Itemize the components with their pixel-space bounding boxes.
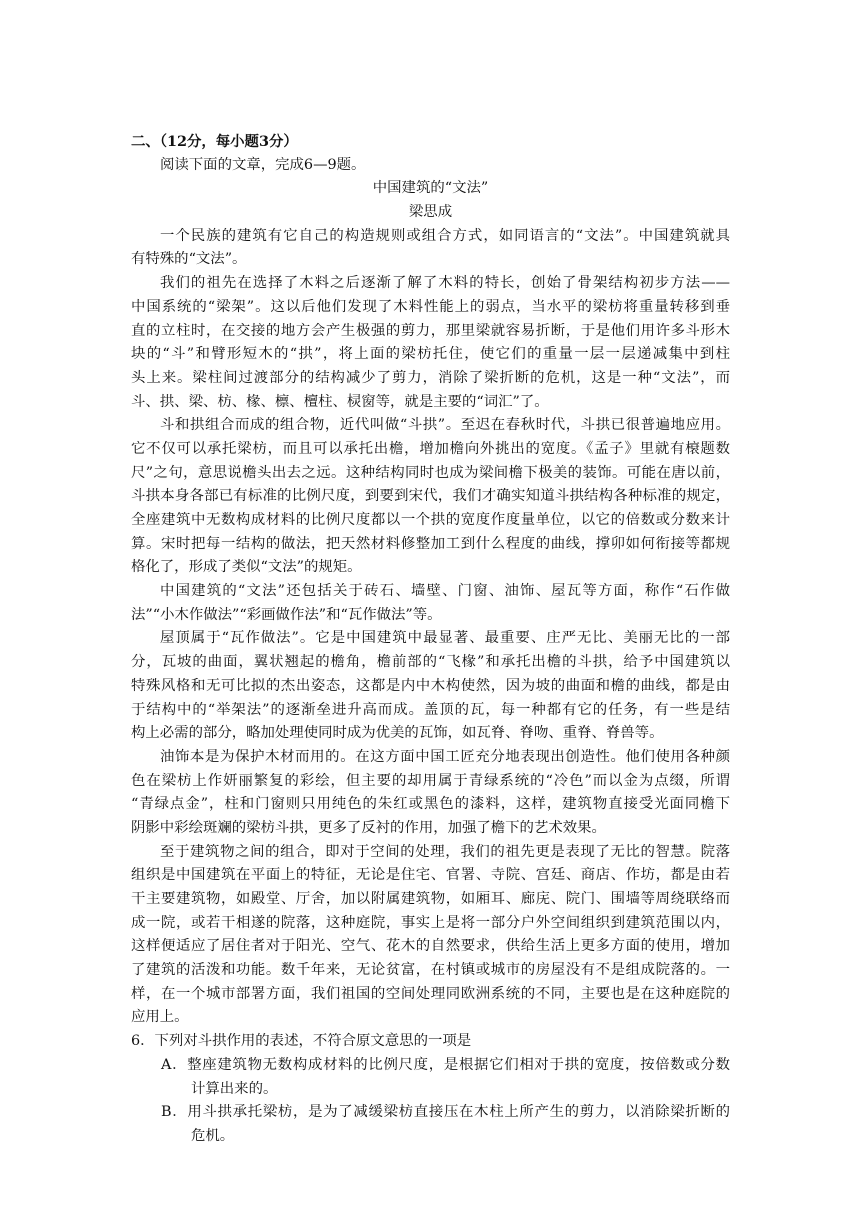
article-line: 直的立柱时，在交接的地方会产生极强的剪力，那里梁就容易折断，于是他们用许多斗形木 bbox=[131, 322, 730, 339]
article-title: 中国建筑的“文法” bbox=[372, 180, 489, 197]
article-line: 它不仅可以承托梁枋，而且可以承托出檐，增加檐向外挑出的宽度。《孟子》里就有榱题数 bbox=[131, 440, 730, 457]
article-line: 组织是中国建筑在平面上的特征，无论是住宅、官署、寺院、宫廷、商店、作坊，都是由若 bbox=[131, 867, 730, 884]
article-line: 有特殊的“文法”。 bbox=[131, 251, 247, 268]
article-line: 算。宋时把每一结构的做法，把天然材料修整加工到什么程度的曲线，撑卯如何衔接等都规 bbox=[131, 535, 730, 552]
section-heading: 二、（12分，每小题3分） bbox=[131, 133, 298, 150]
article-line: 阴影中彩绘斑斓的梁枋斗拱，更多了反衬的作用，加强了檐下的艺术效果。 bbox=[131, 819, 606, 836]
article-line: 成一院，或若干相遂的院落，这种庭院，事实上是将一部分户外空间组织到建筑范围以内， bbox=[131, 914, 730, 931]
article-line: 块的“斗”和臂形短木的“拱”，将上面的梁枋托住，使它们的重量一层一层递减集中到柱 bbox=[131, 346, 730, 363]
article-line: 样，在一个城市部署方面，我们祖国的空间处理同欧洲系统的不同，主要也是在这种庭院的 bbox=[131, 985, 730, 1002]
article-line: 了建筑的活泼和功能。数千年来，无论贫富，在村镇或城市的房屋没有不是组成院落的。一 bbox=[131, 962, 730, 979]
article-line: 法”“小木作做法”“彩画做作法”和“瓦作做法”等。 bbox=[131, 606, 442, 623]
option-b: B．用斗拱承托梁枋，是为了减缓梁枋直接压在木柱上所产生的剪力，以消除梁折断的 bbox=[161, 1104, 730, 1121]
article-author: 梁思成 bbox=[408, 204, 453, 221]
instruction-text: 阅读下面的文章，完成6—9题。 bbox=[160, 156, 366, 173]
article-line: 斗拱本身各部已有标准的比例尺度，到要到宋代，我们才确实知道斗拱结构各种标准的规定， bbox=[131, 488, 730, 505]
article-line: 于结构中的“举架法”的逐渐垒进升高而成。盖顶的瓦，每一种都有它的任务，有一些是结 bbox=[131, 701, 730, 718]
article-line: 至于建筑物之间的组合，即对于空间的处理，我们的祖先更是表现了无比的智慧。院落 bbox=[160, 843, 730, 860]
article-line: 中国系统的“梁架”。这以后他们发现了木料性能上的弱点，当水平的梁枋将重量转移到垂 bbox=[131, 298, 730, 315]
article-line: 干主要建筑物，如殿堂、厅舍，加以附属建筑物，如厢耳、廊庑、院门、围墙等周绕联络而 bbox=[131, 891, 730, 907]
article-line: 特殊风格和无可比拟的杰出姿态，这都是内中木构使然，因为坡的曲面和檐的曲线，都是由 bbox=[131, 677, 730, 694]
article-line: 中国建筑的“文法”还包括关于砖石、墙壁、门窗、油饰、屋瓦等方面，称作“石作做 bbox=[160, 583, 730, 600]
question-stem: 6．下列对斗拱作用的表述，不符合原文意思的一项是 bbox=[131, 1033, 472, 1050]
article-line: 全座建筑中无数构成材料的比例尺度都以一个拱的宽度作度量单位，以它的倍数或分数来计 bbox=[131, 512, 730, 528]
document-body bbox=[131, 130, 730, 1149]
article-line: 构上必需的部分，略加处理使同时成为优美的瓦饰，如瓦脊、脊吻、重脊、脊兽等。 bbox=[131, 725, 664, 742]
article-line: 我们的祖先在选择了木料之后逐渐了解了木料的特长，创始了骨架结构初步方法—— bbox=[160, 275, 730, 292]
option-a-continued: 计算出来的。 bbox=[191, 1080, 278, 1097]
article-line: 分，瓦坡的曲面，翼状翘起的檐角，檐前部的“飞椽”和承托出檐的斗拱，给予中国建筑以 bbox=[131, 654, 730, 671]
article-line: 斗和拱组合而成的组合物，近代叫做“斗拱”。至迟在春秋时代，斗拱已很普遍地应用。 bbox=[160, 417, 730, 434]
article-line: 尺”之句，意思说檐头出去之远。这种结构同时也成为梁间檐下极美的装饰。可能在唐以前， bbox=[131, 464, 730, 481]
option-a: A．整座建筑物无数构成材料的比例尺度，是根据它们相对于拱的宽度，按倍数或分数 bbox=[161, 1056, 730, 1073]
article-line: 应用上。 bbox=[131, 1009, 189, 1026]
article-line: 色在梁枋上作妍丽繁复的彩绘，但主要的却用属于青绿系统的“冷色”而以金为点缀，所谓 bbox=[131, 772, 730, 789]
article-line: 头上来。梁柱间过渡部分的结构减少了剪力，消除了梁折断的危机，这是一种“文法”，而 bbox=[131, 369, 730, 386]
article-line: 这样便适应了居住者对于阳光、空气、花木的自然要求，供给生活上更多方面的使用，增加 bbox=[131, 938, 730, 955]
article-line: 一个民族的建筑有它自己的构造规则或组合方式，如同语言的“文法”。中国建筑就具 bbox=[160, 227, 730, 244]
article-line: 格化了，形成了类似“文法”的规矩。 bbox=[131, 559, 362, 576]
article-line: 屋顶属于“瓦作做法”。它是中国建筑中最显著、最重要、庄严无比、美丽无比的一部 bbox=[160, 630, 730, 647]
option-b-continued: 危机。 bbox=[191, 1127, 235, 1144]
article-line: 油饰本是为保护木材而用的。在这方面中国工匠充分地表现出创造性。他们使用各种颜 bbox=[160, 748, 730, 765]
article-line: “青绿点金”，柱和门窗则只用纯色的朱红或黑色的漆料，这样，建筑物直接受光面同檐下 bbox=[131, 796, 730, 813]
article-line: 斗、拱、梁、枋、椽、檩、檀柱、棂窗等，就是主要的“词汇”了。 bbox=[131, 393, 549, 410]
